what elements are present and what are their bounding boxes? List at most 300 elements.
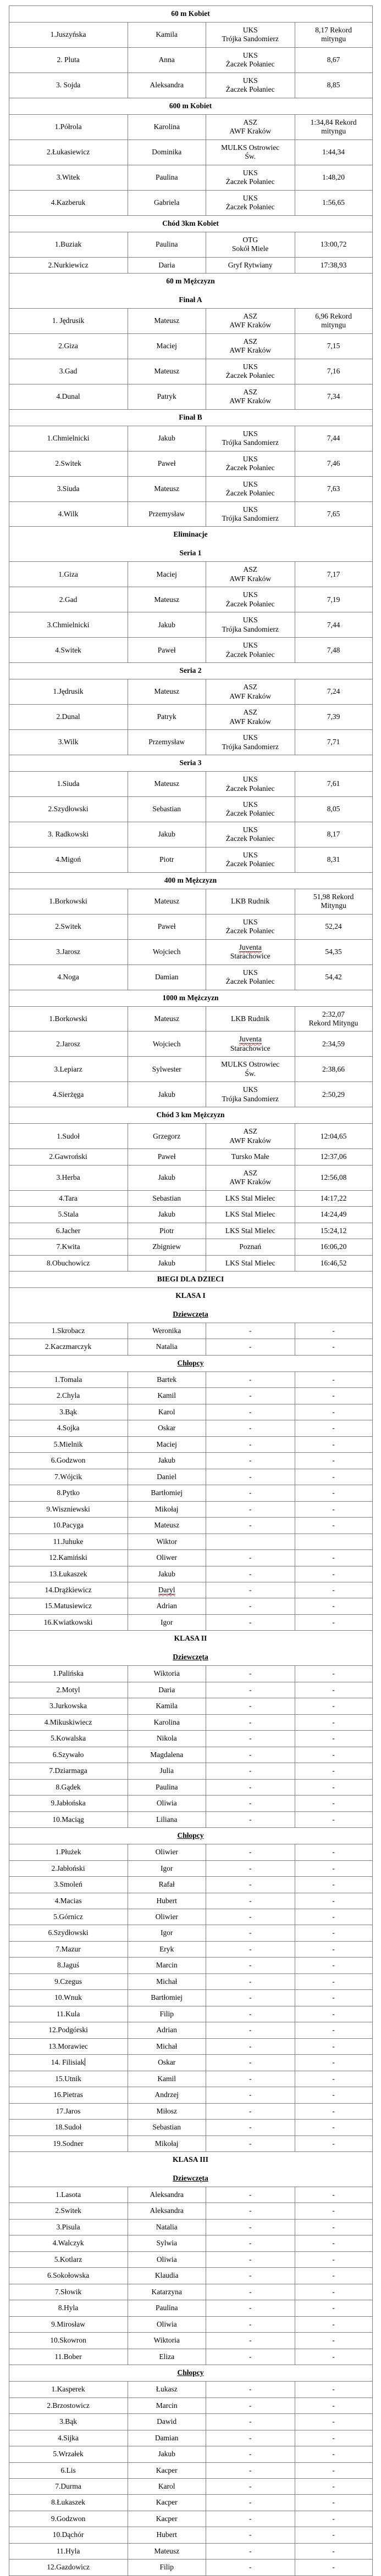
athlete-surname: 2.Jabłoński xyxy=(9,1860,128,1876)
section-header xyxy=(9,872,372,889)
athlete-surname: 1.Juszyńska xyxy=(9,23,128,48)
athlete-result: - xyxy=(295,1550,372,1566)
athlete-surname: 1.Chmielnicki xyxy=(9,426,128,451)
athlete-firstname: Adrian xyxy=(128,2022,206,2038)
result-row xyxy=(9,2543,372,2559)
athlete-club: - xyxy=(206,1614,295,1630)
athlete-club: - xyxy=(206,2300,295,2316)
athlete-result: - xyxy=(295,1747,372,1763)
result-row xyxy=(9,847,372,872)
athlete-result: 12:37,06 xyxy=(295,1149,372,1165)
result-row xyxy=(9,2446,372,2462)
section-header-line xyxy=(10,2165,371,2174)
section-header-row xyxy=(9,1631,372,1666)
result-row xyxy=(9,1796,372,1811)
result-row xyxy=(9,2430,372,2446)
result-row xyxy=(9,914,372,939)
athlete-club: - xyxy=(206,2560,295,2575)
section-header xyxy=(9,1271,372,1287)
athlete-result: - xyxy=(295,1941,372,1957)
athlete-surname: 4.Sojka xyxy=(9,1420,128,1436)
athlete-surname: 7.Dziarmaga xyxy=(9,1763,128,1779)
result-row xyxy=(9,333,372,359)
athlete-result: 7,61 xyxy=(295,772,372,797)
section-header-line: 60 m Mężczyzn xyxy=(166,276,215,285)
athlete-club: UKS Żaczek Połaniec xyxy=(206,587,295,612)
athlete-result: 17:38,93 xyxy=(295,257,372,273)
athlete-club: - xyxy=(206,1682,295,1698)
result-row xyxy=(9,165,372,190)
athlete-result: - xyxy=(295,1566,372,1582)
athlete-firstname: Karolina xyxy=(128,1714,206,1730)
result-row xyxy=(9,1239,372,1255)
athlete-surname: 3. Sojda xyxy=(9,73,128,98)
athlete-firstname: Eryk xyxy=(128,1941,206,1957)
result-row xyxy=(9,2382,372,2397)
section-header-line: Seria 1 xyxy=(179,549,202,557)
athlete-club: - xyxy=(206,2284,295,2300)
athlete-result: - xyxy=(295,2478,372,2494)
athlete-surname: 3.Jarosz xyxy=(9,939,128,964)
result-row xyxy=(9,2495,372,2511)
athlete-firstname: Igor xyxy=(128,1614,206,1630)
athlete-result: - xyxy=(295,1877,372,1893)
athlete-club: - xyxy=(206,1763,295,1779)
athlete-result: - xyxy=(295,1958,372,1973)
athlete-club: - xyxy=(206,1453,295,1469)
result-row xyxy=(9,140,372,165)
section-header-line: 1000 m Mężczyzn xyxy=(162,993,219,1002)
athlete-result: - xyxy=(295,1731,372,1747)
athlete-firstname: Marcin xyxy=(128,1958,206,1973)
result-row xyxy=(9,1371,372,1387)
athlete-result: - xyxy=(295,2527,372,2543)
result-row xyxy=(9,705,372,730)
athlete-firstname: Jakub xyxy=(128,2446,206,2462)
athlete-result: - xyxy=(295,1796,372,1811)
result-row xyxy=(9,359,372,384)
athlete-result: - xyxy=(295,2268,372,2284)
athlete-result: - xyxy=(295,2235,372,2251)
result-row xyxy=(9,2251,372,2267)
result-row xyxy=(9,2397,372,2413)
athlete-result: - xyxy=(295,1518,372,1534)
athlete-result: - xyxy=(295,1388,372,1404)
athlete-result: 7,34 xyxy=(295,384,372,409)
athlete-firstname: Daria xyxy=(128,1682,206,1698)
result-row xyxy=(9,612,372,638)
result-row xyxy=(9,2103,372,2119)
section-header-row xyxy=(9,1107,372,1124)
athlete-firstname: Dawid xyxy=(128,2414,206,2430)
athlete-club: - xyxy=(206,1469,295,1485)
athlete-surname: 6.Szydłowski xyxy=(9,1925,128,1941)
athlete-club: - xyxy=(206,1925,295,1941)
athlete-club: UKS Trójka Sandomierz xyxy=(206,501,295,527)
athlete-firstname xyxy=(128,1582,206,1598)
athlete-surname: 2.Nurkiewicz xyxy=(9,257,128,273)
athlete-club: - xyxy=(206,1796,295,1811)
result-row xyxy=(9,939,372,964)
athlete-surname: 4.Sijka xyxy=(9,2430,128,2446)
athlete-result: - xyxy=(295,1339,372,1355)
athlete-club: UKS Trójka Sandomierz xyxy=(206,1082,295,1107)
result-row xyxy=(9,308,372,333)
athlete-surname: 9.Godzwon xyxy=(9,2511,128,2527)
athlete-firstname: Paweł xyxy=(128,638,206,663)
athlete-club xyxy=(206,1534,295,1549)
result-row xyxy=(9,1388,372,1404)
section-header-line: KLASA II xyxy=(174,1634,207,1643)
result-row xyxy=(9,730,372,755)
athlete-firstname: Mateusz xyxy=(128,1518,206,1534)
result-row xyxy=(9,2527,372,2543)
athlete-surname: 1.Kasperek xyxy=(9,2382,128,2397)
athlete-result: - xyxy=(295,1925,372,1941)
result-row xyxy=(9,2300,372,2316)
athlete-firstname: Piotr xyxy=(128,847,206,872)
section-header-line xyxy=(10,286,371,295)
athlete-club: UKS Żaczek Połaniec xyxy=(206,359,295,384)
athlete-club: UKS Trójka Sandomierz xyxy=(206,23,295,48)
athlete-club: UKS Żaczek Połaniec xyxy=(206,451,295,476)
athlete-firstname: Zbigniew xyxy=(128,1239,206,1255)
athlete-result: - xyxy=(295,1973,372,1989)
section-header-row xyxy=(9,872,372,889)
athlete-firstname: Jakub xyxy=(128,1566,206,1582)
athlete-result: - xyxy=(295,2219,372,2235)
athlete-firstname: Oliwier xyxy=(128,1844,206,1860)
athlete-surname: 17.Jaros xyxy=(9,2103,128,2119)
athlete-surname: 3.Herba xyxy=(9,1165,128,1190)
athlete-surname: 1.Sudoł xyxy=(9,1124,128,1149)
athlete-club: - xyxy=(206,1598,295,1614)
result-row xyxy=(9,1860,372,1876)
athlete-club: - xyxy=(206,1485,295,1501)
section-header xyxy=(9,98,372,114)
athlete-firstname: Karol xyxy=(128,2478,206,2494)
athlete-club: - xyxy=(206,2316,295,2332)
result-row xyxy=(9,1893,372,1909)
athlete-surname: 13.Łukaszek xyxy=(9,1566,128,1582)
section-header xyxy=(9,1631,372,1666)
athlete-club: - xyxy=(206,2268,295,2284)
athlete-surname: 6.Szywało xyxy=(9,1747,128,1763)
athlete-result: 54,42 xyxy=(295,964,372,990)
athlete-surname: 1.Siuda xyxy=(9,772,128,797)
athlete-club: - xyxy=(206,1404,295,1420)
result-row xyxy=(9,1518,372,1534)
athlete-firstname: Jakub xyxy=(128,822,206,847)
athlete-result: - xyxy=(295,2038,372,2054)
athlete-surname: 1.Palińska xyxy=(9,1666,128,1682)
athlete-result: - xyxy=(295,2446,372,2462)
athlete-result: - xyxy=(295,1811,372,1827)
athlete-result: - xyxy=(295,1909,372,1925)
athlete-surname: 6.Sokołowska xyxy=(9,2268,128,2284)
result-row xyxy=(9,1031,372,1057)
athlete-club: UKS Żaczek Połaniec xyxy=(206,190,295,215)
result-row xyxy=(9,2462,372,2478)
athlete-club: - xyxy=(206,1973,295,1989)
athlete-firstname: Mateusz xyxy=(128,1006,206,1031)
athlete-club: MULKS Ostrowiec Św. xyxy=(206,140,295,165)
section-subheader-underlined: Dziewczęta xyxy=(173,1309,208,1318)
result-row xyxy=(9,1485,372,1501)
athlete-result: 7,15 xyxy=(295,333,372,359)
result-row xyxy=(9,1958,372,1973)
athlete-club: - xyxy=(206,1893,295,1909)
athlete-result: 8,85 xyxy=(295,73,372,98)
athlete-club: - xyxy=(206,2087,295,2103)
section-header xyxy=(9,1828,372,1844)
athlete-firstname: Wiktoria xyxy=(128,2333,206,2349)
athlete-result: - xyxy=(295,2087,372,2103)
athlete-result: - xyxy=(295,1779,372,1795)
athlete-result: - xyxy=(295,1893,372,1909)
athlete-surname: 8.Łukaszek xyxy=(9,2495,128,2511)
athlete-firstname: Paweł xyxy=(128,1149,206,1165)
athlete-firstname: Damian xyxy=(128,2430,206,2446)
section-header-row xyxy=(9,2152,372,2187)
athlete-result: 14:24,49 xyxy=(295,1207,372,1223)
result-row xyxy=(9,1747,372,1763)
athlete-firstname: Eliza xyxy=(128,2349,206,2365)
athlete-firstname: Damian xyxy=(128,964,206,990)
athlete-surname: 18.Sudoł xyxy=(9,2120,128,2135)
athlete-firstname: Sylwester xyxy=(128,1057,206,1082)
athlete-club: - xyxy=(206,2203,295,2219)
athlete-club: - xyxy=(206,2103,295,2119)
athlete-result: - xyxy=(295,2430,372,2446)
athlete-firstname: Patryk xyxy=(128,384,206,409)
section-header xyxy=(9,2365,372,2382)
athlete-club: - xyxy=(206,2511,295,2527)
athlete-club: UKS Żaczek Połaniec xyxy=(206,47,295,73)
athlete-surname: 3. Radkowski xyxy=(9,822,128,847)
athlete-firstname: Mateusz xyxy=(128,679,206,705)
athlete-surname: 15.Matusiewicz xyxy=(9,1598,128,1614)
athlete-result: - xyxy=(295,1501,372,1517)
athlete-firstname: Oskar xyxy=(128,1420,206,1436)
athlete-firstname: Kacper xyxy=(128,2511,206,2527)
athlete-firstname: Maciej xyxy=(128,1436,206,1452)
athlete-club: - xyxy=(206,1747,295,1763)
section-header-line xyxy=(10,1301,371,1310)
result-row xyxy=(9,384,372,409)
result-row xyxy=(9,2135,372,2151)
athlete-firstname: Julia xyxy=(128,1763,206,1779)
athlete-club: - xyxy=(206,1714,295,1730)
athlete-club: ASZ AWF Kraków xyxy=(206,308,295,333)
athlete-result: 7,17 xyxy=(295,562,372,587)
result-row xyxy=(9,2414,372,2430)
athlete-club: - xyxy=(206,1420,295,1436)
athlete-club: - xyxy=(206,1731,295,1747)
athlete-firstname: Wiktoria xyxy=(128,1666,206,1682)
athlete-club: - xyxy=(206,1958,295,1973)
athlete-club: LKS Stal Mielec xyxy=(206,1190,295,1206)
athlete-surname: 12.Gazdowicz xyxy=(9,2560,128,2575)
result-row xyxy=(9,638,372,663)
result-row xyxy=(9,796,372,822)
result-row xyxy=(9,1057,372,1082)
result-row xyxy=(9,1534,372,1549)
athlete-club: - xyxy=(206,2120,295,2135)
athlete-club: - xyxy=(206,2495,295,2511)
athlete-firstname: Andrzej xyxy=(128,2087,206,2103)
section-header-row xyxy=(9,1287,372,1323)
athlete-firstname: Maciej xyxy=(128,333,206,359)
section-header xyxy=(9,409,372,426)
athlete-firstname: Natalia xyxy=(128,2219,206,2235)
athlete-result: - xyxy=(295,2333,372,2349)
athlete-result: - xyxy=(295,1860,372,1876)
athlete-surname: 14.Drążkiewicz xyxy=(9,1582,128,1598)
athlete-result: - xyxy=(295,2284,372,2300)
athlete-club: - xyxy=(206,1501,295,1517)
results-table-body xyxy=(9,6,372,2576)
result-row xyxy=(9,1124,372,1149)
athlete-firstname: Miłosz xyxy=(128,2103,206,2119)
athlete-firstname: Mikołaj xyxy=(128,2135,206,2151)
athlete-surname: 1.Buziak xyxy=(9,232,128,257)
result-row xyxy=(9,1666,372,1682)
athlete-surname: 16.Pietras xyxy=(9,2087,128,2103)
section-header xyxy=(9,1355,372,1371)
athlete-firstname: Piotr xyxy=(128,1223,206,1239)
athlete-firstname: Jakub xyxy=(128,1255,206,1271)
athlete-firstname: Wojciech xyxy=(128,939,206,964)
athlete-firstname: Oskar xyxy=(128,2055,206,2071)
athlete-result: 6,96 Rekord mityngu xyxy=(295,308,372,333)
result-row xyxy=(9,562,372,587)
misspelled-word: Juventa xyxy=(239,1035,262,1044)
result-row xyxy=(9,1598,372,1614)
athlete-firstname: Mateusz xyxy=(128,587,206,612)
athlete-firstname: Kamila xyxy=(128,1698,206,1714)
result-row xyxy=(9,1990,372,2006)
athlete-firstname: Jakub xyxy=(128,1082,206,1107)
result-row xyxy=(9,772,372,797)
athlete-firstname: Kacper xyxy=(128,2495,206,2511)
misspelled-word: Juventa xyxy=(239,943,262,951)
athlete-firstname: Filip xyxy=(128,2006,206,2022)
athlete-result xyxy=(295,1534,372,1549)
athlete-result: - xyxy=(295,2006,372,2022)
athlete-result: 15:24,12 xyxy=(295,1223,372,1239)
athlete-firstname: Maciej xyxy=(128,562,206,587)
athlete-firstname: Oliwia xyxy=(128,1796,206,1811)
athlete-result: - xyxy=(295,1714,372,1730)
section-header-line: 400 m Mężczyzn xyxy=(164,876,217,884)
athlete-club: ASZ AWF Kraków xyxy=(206,114,295,140)
section-header xyxy=(9,1107,372,1124)
athlete-surname: 4.Sierżęga xyxy=(9,1082,128,1107)
athlete-result: - xyxy=(295,2397,372,2413)
athlete-result: 12:04,65 xyxy=(295,1124,372,1149)
athlete-club: - xyxy=(206,1371,295,1387)
athlete-firstname: Paweł xyxy=(128,914,206,939)
athlete-firstname: Weronika xyxy=(128,1323,206,1339)
athlete-club: ASZ AWF Kraków xyxy=(206,1124,295,1149)
athlete-club: - xyxy=(206,2022,295,2038)
result-row xyxy=(9,1469,372,1485)
athlete-firstname: Igor xyxy=(128,1925,206,1941)
athlete-result: - xyxy=(295,1598,372,1614)
athlete-club: MULKS Ostrowiec Św. xyxy=(206,1057,295,1082)
result-row xyxy=(9,2187,372,2203)
athlete-club: - xyxy=(206,1779,295,1795)
athlete-surname: 2.Giza xyxy=(9,333,128,359)
athlete-result: 1:34,84 Rekord mityngu xyxy=(295,114,372,140)
athlete-firstname: Sylwia xyxy=(128,2235,206,2251)
section-header xyxy=(9,527,372,562)
athlete-club: - xyxy=(206,1811,295,1827)
athlete-result: - xyxy=(295,2495,372,2511)
athlete-surname: 3.Witek xyxy=(9,165,128,190)
result-row xyxy=(9,1698,372,1714)
athlete-club: - xyxy=(206,2071,295,2087)
athlete-surname: 2.Motyl xyxy=(9,1682,128,1698)
result-row xyxy=(9,1763,372,1779)
result-row xyxy=(9,2268,372,2284)
section-subheader-underlined: Chłopcy xyxy=(177,1831,204,1840)
section-header-line: KLASA III xyxy=(173,2155,208,2164)
section-header xyxy=(9,1287,372,1323)
result-row xyxy=(9,1149,372,1165)
athlete-result: - xyxy=(295,1698,372,1714)
athlete-result: - xyxy=(295,2511,372,2527)
result-row xyxy=(9,1909,372,1925)
athlete-result: 12:56,08 xyxy=(295,1165,372,1190)
section-header-line: Finał A xyxy=(179,295,202,304)
athlete-club: LKS Stal Mielec xyxy=(206,1255,295,1271)
result-row xyxy=(9,1006,372,1031)
athlete-result: 1:56,65 xyxy=(295,190,372,215)
athlete-result: - xyxy=(295,2055,372,2071)
section-header-row xyxy=(9,2365,372,2382)
athlete-firstname: Jakub xyxy=(128,1207,206,1223)
result-row xyxy=(9,1731,372,1747)
result-row xyxy=(9,257,372,273)
athlete-club: - xyxy=(206,2235,295,2251)
section-subheader-underlined: Dziewczęta xyxy=(173,2174,208,2182)
section-header-row xyxy=(9,6,372,23)
athlete-result: 8,17 Rekord mityngu xyxy=(295,23,372,48)
section-subheader-underlined: Chłopcy xyxy=(177,2368,204,2377)
section-subheader-underlined: Chłopcy xyxy=(177,1358,204,1367)
result-row xyxy=(9,964,372,990)
athlete-firstname: Jakub xyxy=(128,426,206,451)
athlete-result: - xyxy=(295,2382,372,2397)
athlete-surname: 2.Gawroński xyxy=(9,1149,128,1165)
result-row xyxy=(9,889,372,914)
athlete-surname: 8.Gądek xyxy=(9,1779,128,1795)
result-row xyxy=(9,2120,372,2135)
athlete-result: - xyxy=(295,2203,372,2219)
result-row xyxy=(9,2316,372,2332)
result-row xyxy=(9,1582,372,1598)
athlete-surname: 3.Jurkowska xyxy=(9,1698,128,1714)
athlete-surname: 1.Borkowski xyxy=(9,889,128,914)
athlete-result: 52,24 xyxy=(295,914,372,939)
athlete-surname: 8.Jaguś xyxy=(9,1958,128,1973)
athlete-firstname: Sebastian xyxy=(128,1190,206,1206)
athlete-surname: 3.Gad xyxy=(9,359,128,384)
athlete-firstname: Daria xyxy=(128,257,206,273)
athlete-surname: 1.Tomala xyxy=(9,1371,128,1387)
